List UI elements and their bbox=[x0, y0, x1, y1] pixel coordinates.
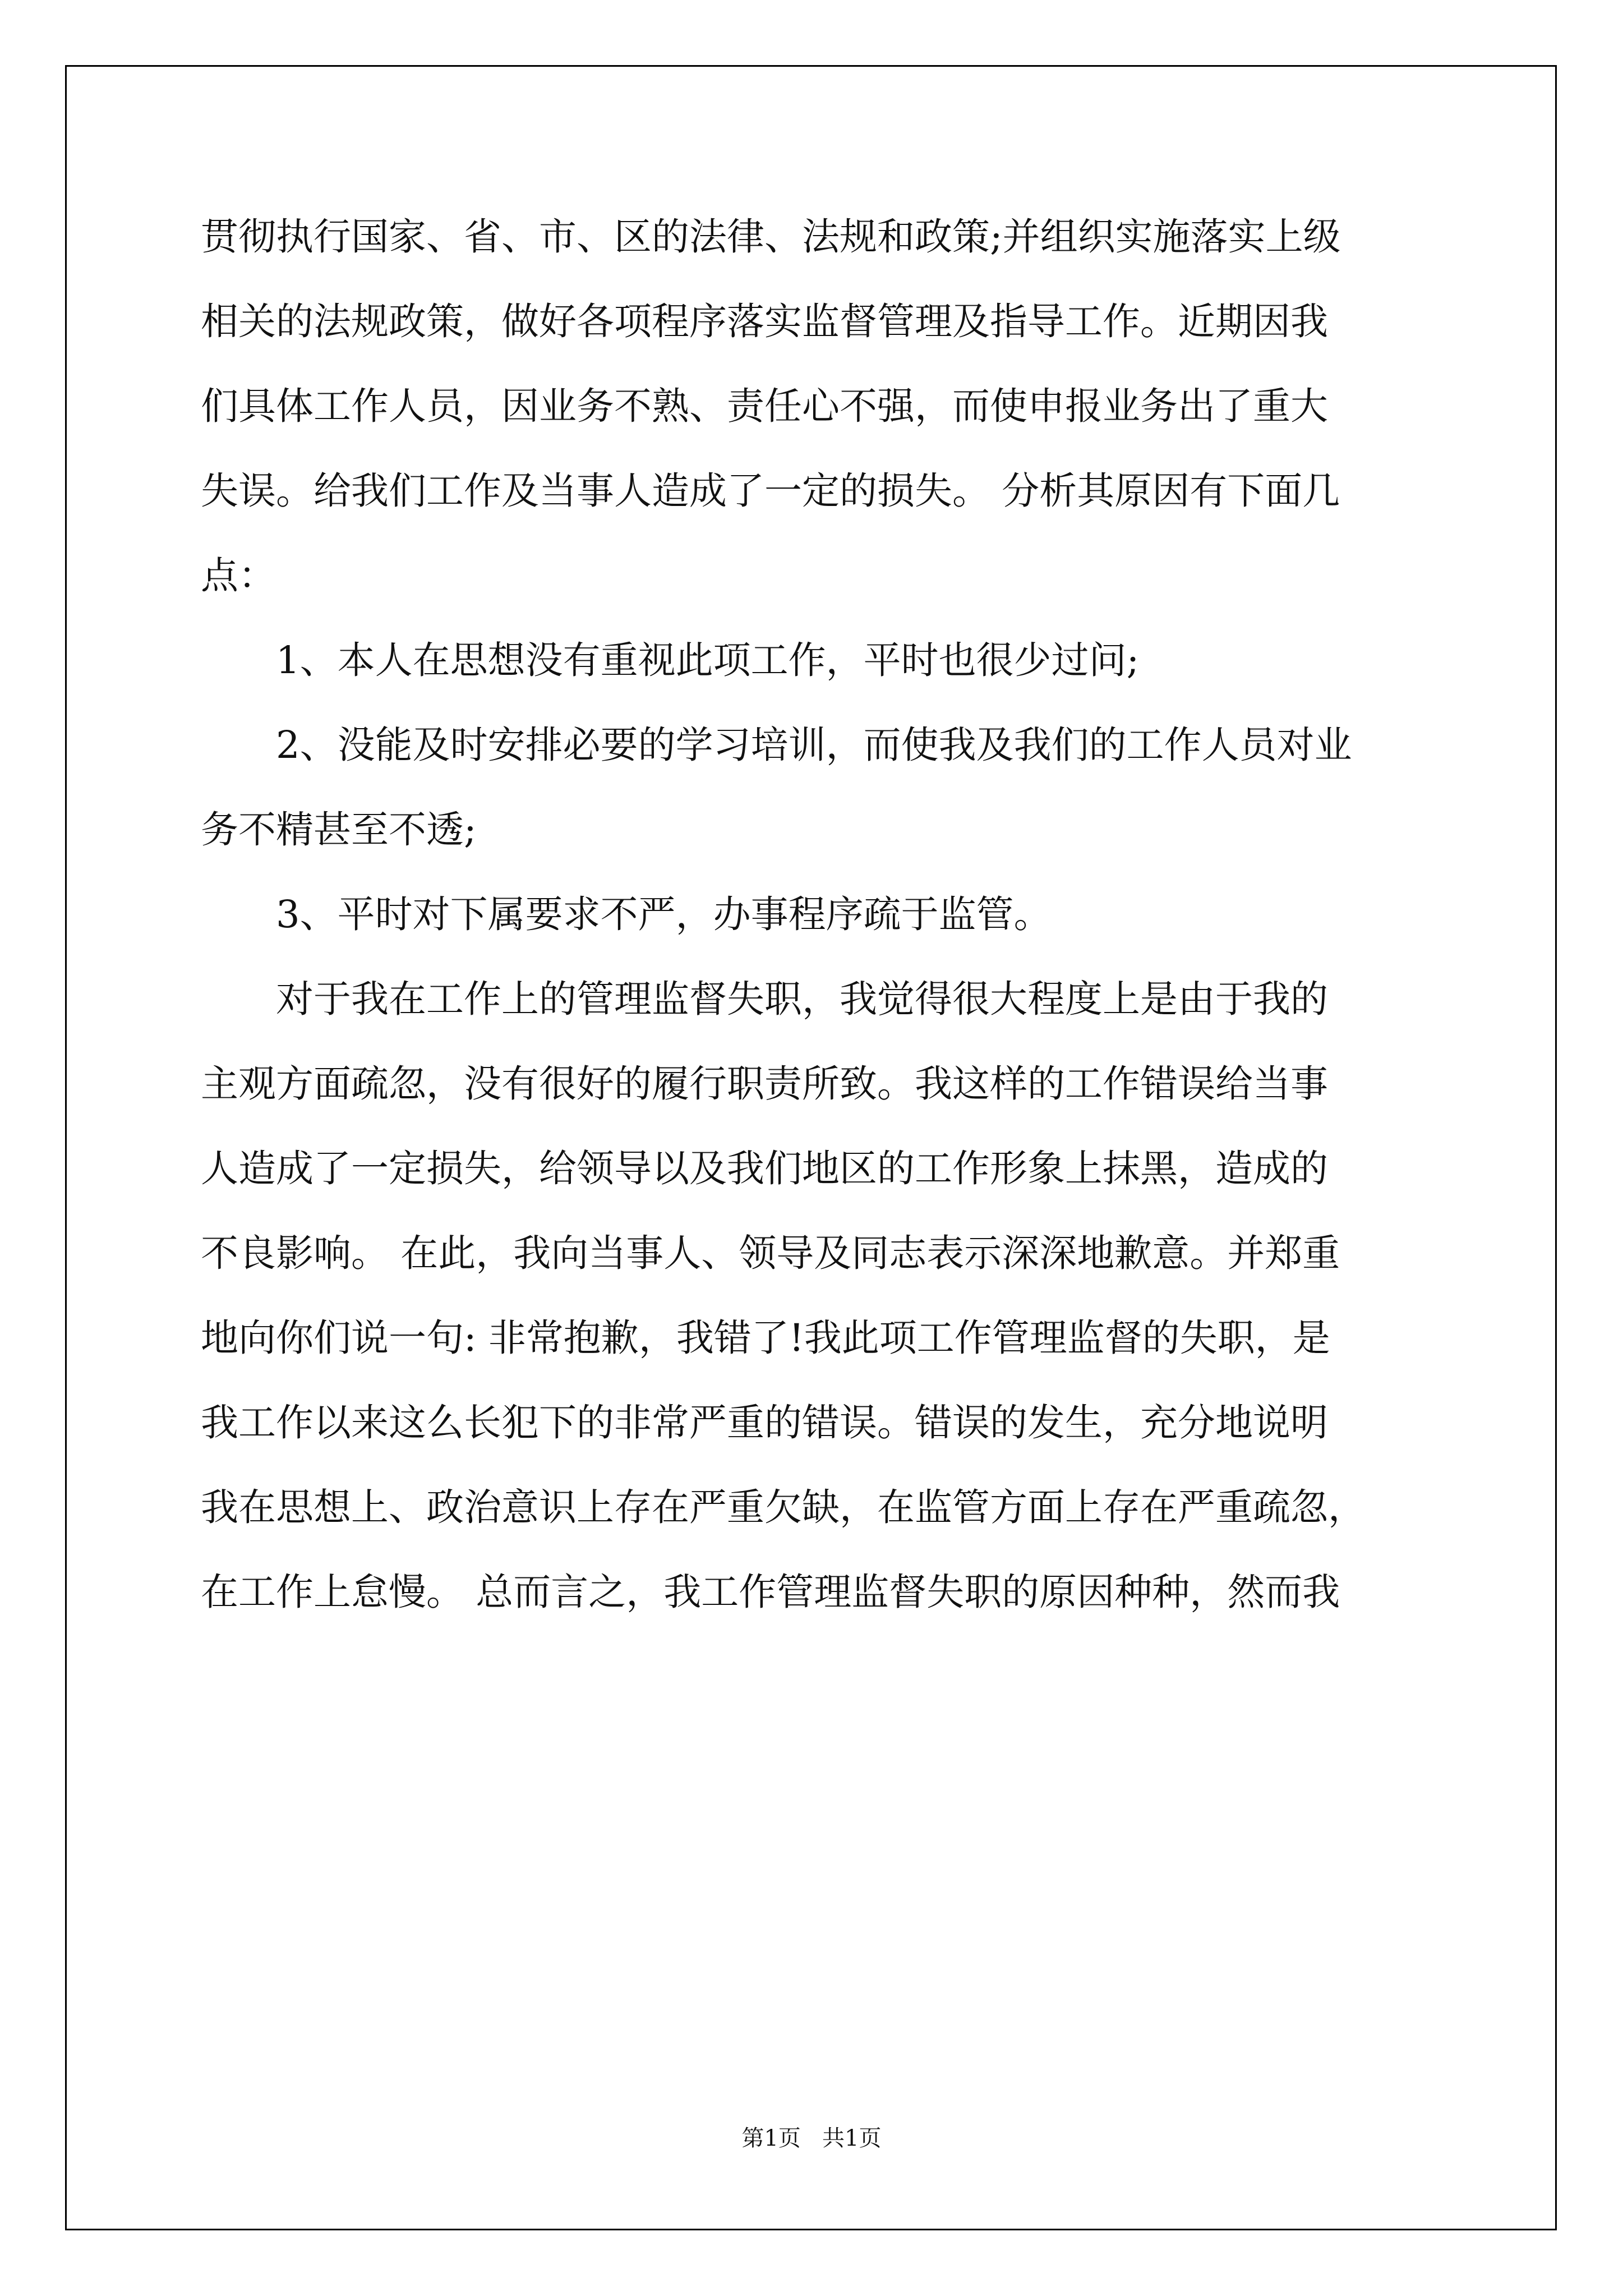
text-line: 务不精甚至不透; bbox=[201, 808, 477, 852]
text-line: 们具体工作人员，因业务不熟、责任心不强，而使申报业务出了重大 bbox=[201, 384, 1328, 428]
list-item: 3、平时对下属要求不严，办事程序疏于监管。 bbox=[276, 892, 1052, 936]
text-line: 不良影响。 在此，我向当事人、领导及同志表示深深地歉意。并郑重 bbox=[201, 1231, 1340, 1275]
text-line: 我工作以来这么长犯下的非常严重的错误。错误的发生，充分地说明 bbox=[201, 1401, 1328, 1444]
paragraph-start: 对于我在工作上的管理监督失职，我觉得很大程度上是由于我的 bbox=[276, 977, 1328, 1021]
list-item: 2、没能及时安排必要的学习培训，而使我及我们的工作人员对业 bbox=[276, 723, 1352, 767]
list-item: 1、本人在思想没有重视此项工作，平时也很少过问; bbox=[276, 638, 1140, 682]
text-line: 地向你们说一句: 非常抱歉，我错了!我此项工作管理监督的失职，是 bbox=[201, 1316, 1330, 1360]
text-line: 失误。给我们工作及当事人造成了一定的损失。 分析其原因有下面几 bbox=[201, 469, 1340, 513]
text-line: 主观方面疏忽，没有很好的履行职责所致。我这样的工作错误给当事 bbox=[201, 1062, 1328, 1106]
text-line: 贯彻执行国家、省、市、区的法律、法规和政策;并组织实施落实上级 bbox=[201, 215, 1341, 259]
text-line: 点： bbox=[201, 554, 276, 597]
text-line: 在工作上怠慢。 总而言之，我工作管理监督失职的原因种种，然而我 bbox=[201, 1570, 1340, 1614]
text-line: 我在思想上、政治意识上存在严重欠缺，在监管方面上存在严重疏忽， bbox=[201, 1485, 1366, 1529]
text-line: 人造成了一定损失，给领导以及我们地区的工作形象上抹黑，造成的 bbox=[201, 1147, 1328, 1190]
text-line: 相关的法规政策，做好各项程序落实监督管理及指导工作。近期因我 bbox=[201, 300, 1328, 343]
page-number-footer: 第1页 共1页 bbox=[741, 2125, 882, 2151]
